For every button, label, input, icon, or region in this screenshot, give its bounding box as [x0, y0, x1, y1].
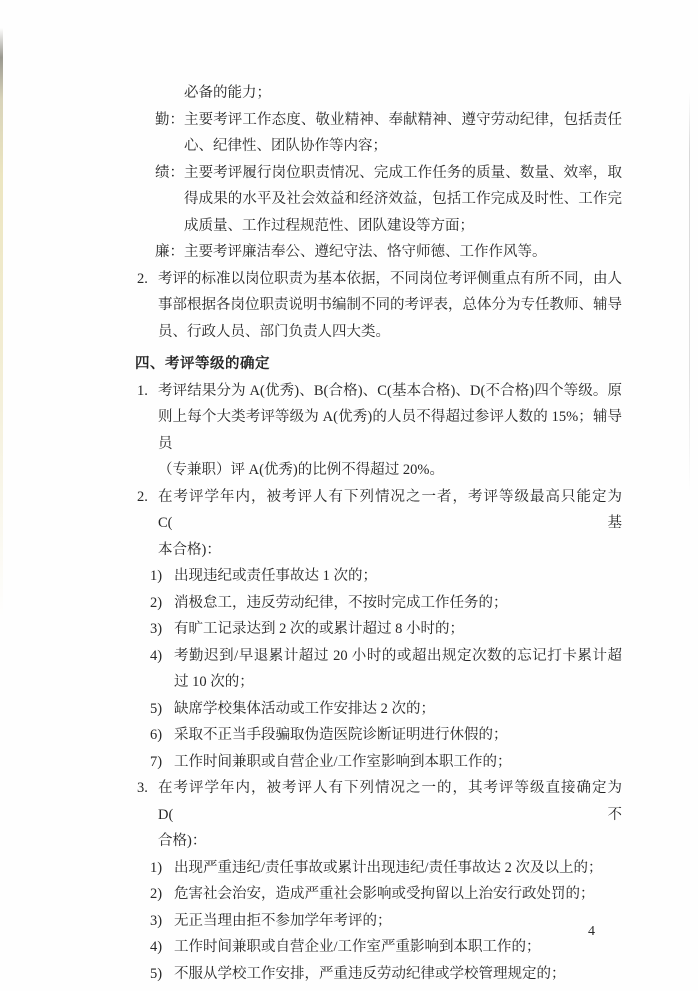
list-marker: 1) — [150, 568, 163, 584]
sub-list-item — [0, 722, 698, 749]
text-line: 缺席学校集体活动或工作安排达 2 次的； — [174, 700, 435, 717]
item-text — [174, 908, 622, 935]
text-line: 事部根据各岗位职责说明书编制不同的考评表，总体分为专任教师、辅导 — [158, 297, 622, 313]
labeled-item — [0, 160, 698, 240]
section-heading: 四、考评等级的确定 — [135, 356, 270, 372]
item-text — [158, 266, 622, 346]
list-marker: 7) — [150, 753, 163, 770]
text-line: 过 10 次的； — [174, 674, 254, 690]
text-line: 则上每个大类考评等级为 A(优秀)的人员不得超过参评人数的 15%；辅导员 — [158, 409, 622, 452]
item-text — [158, 484, 622, 564]
item-text — [158, 775, 622, 855]
numbered-item — [0, 484, 698, 564]
sub-list-item — [0, 590, 698, 617]
list-marker: 2) — [150, 594, 163, 611]
item-text — [184, 239, 622, 266]
list-marker: 3. — [137, 780, 148, 796]
text-line: 心、纪律性、团队协作等内容； — [184, 138, 387, 154]
item-text — [174, 722, 622, 749]
labeled-item — [0, 239, 698, 266]
text-line: 主要考评履行岗位职责情况、完成工作任务的质量、数量、效率，取 — [184, 164, 622, 181]
text-line: 主要考评工作态度、敬业精神、奉献精神、遵守劳动纪律，包括责任 — [184, 111, 622, 128]
text-line: 工作时间兼职或自营企业/工作室影响到本职工作的； — [174, 753, 512, 770]
text-line: 出现严重违纪/责任事故或累计出现违纪/责任事故达 2 次及以上的； — [174, 859, 603, 876]
text-line: 在考评学年内，被考评人有下列情况之一者，考评等级最高只能定为 C(基 — [158, 488, 622, 531]
text-line: 危害社会治安，造成严重社会影响或受拘留以上治安行政处罚的； — [174, 886, 595, 902]
text-line: 在考评学年内，被考评人有下列情况之一的，其考评等级直接确定为 D(不 — [158, 780, 622, 823]
labeled-item — [0, 107, 698, 160]
sub-list-item — [0, 696, 698, 723]
item-text — [174, 855, 622, 882]
list-marker: 4) — [150, 939, 163, 955]
text-line: 消极怠工，违反劳动纪律，不按时完成工作任务的； — [174, 594, 508, 611]
list-marker: 4) — [150, 647, 163, 664]
item-text — [184, 80, 622, 107]
item-text — [158, 378, 622, 484]
list-marker: 2) — [150, 886, 163, 902]
numbered-item — [0, 775, 698, 855]
list-marker: 2. — [137, 270, 148, 287]
text-line: 考评结果分为 A(优秀)、B(合格)、C(基本合格)、D(不合格)四个等级。原 — [158, 382, 622, 399]
page-number: 4 — [588, 924, 595, 939]
list-marker: 1) — [150, 859, 163, 876]
text-line: 考评的标准以岗位职责为基本依据，不同岗位考评侧重点有所不同，由人 — [158, 270, 622, 287]
document-body — [0, 80, 698, 987]
text-line: （专兼职）评 A(优秀)的比例不得超过 20%。 — [158, 462, 444, 478]
item-text — [174, 643, 622, 696]
item-text — [184, 107, 622, 160]
list-marker: 绩： — [155, 164, 184, 181]
item-text — [174, 616, 622, 643]
sub-list-item — [0, 643, 698, 696]
text-line: 成质量、工作过程规范性、团队建设等方面； — [184, 217, 474, 234]
item-text — [174, 934, 622, 961]
item-text — [174, 881, 622, 908]
numbered-item — [0, 378, 698, 484]
list-marker: 勤： — [155, 111, 184, 128]
list-marker: 6) — [150, 727, 163, 743]
list-marker: 2. — [137, 488, 148, 505]
list-marker: 5) — [150, 700, 163, 717]
sub-list-item — [0, 855, 698, 882]
item-text — [184, 160, 622, 240]
text-line: 考勤迟到/早退累计超过 20 小时的或超出规定次数的忘记打卡累计超 — [174, 647, 622, 664]
list-marker: 3) — [150, 912, 163, 929]
text-line: 员、行政人员、部门负责人四大类。 — [158, 323, 390, 340]
text-line: 主要考评廉洁奉公、遵纪守法、恪守师德、工作作风等。 — [184, 244, 547, 260]
sub-list-item — [0, 616, 698, 643]
text-line: 合格)： — [158, 833, 207, 849]
text-line: 采取不正当手段骗取伪造医院诊断证明进行休假的； — [174, 727, 508, 743]
text-line: 不服从学校工作安排，严重违反劳动纪律或学校管理规定的； — [174, 965, 566, 982]
text-line: 必备的能力； — [184, 85, 271, 101]
list-marker: 廉： — [155, 244, 184, 260]
text-line: 本合格)： — [158, 541, 221, 558]
item-text — [174, 749, 622, 776]
sub-list-item — [0, 563, 698, 590]
text-line: 出现违纪或责任事故达 1 次的； — [174, 568, 377, 584]
text-line: 无正当理由拒不参加学年考评的； — [174, 912, 392, 929]
text-line: 工作时间兼职或自营企业/工作室严重影响到本职工作的； — [174, 939, 541, 955]
list-marker: 1. — [137, 382, 148, 399]
text-line: 有旷工记录达到 2 次的或累计超过 8 小时的； — [174, 621, 464, 637]
text-line: 得成果的水平及社会效益和经济效益，包括工作完成及时性、工作完 — [184, 191, 622, 207]
sub-list-item — [0, 961, 698, 988]
list-marker: 5) — [150, 965, 163, 982]
numbered-item — [0, 266, 698, 346]
list-marker: 3) — [150, 621, 163, 637]
continuation-line — [0, 80, 698, 107]
item-text — [174, 563, 622, 590]
sub-list-item — [0, 749, 698, 776]
sub-list-item — [0, 881, 698, 908]
item-text — [174, 590, 622, 617]
item-text — [174, 961, 622, 988]
item-text — [174, 696, 622, 723]
